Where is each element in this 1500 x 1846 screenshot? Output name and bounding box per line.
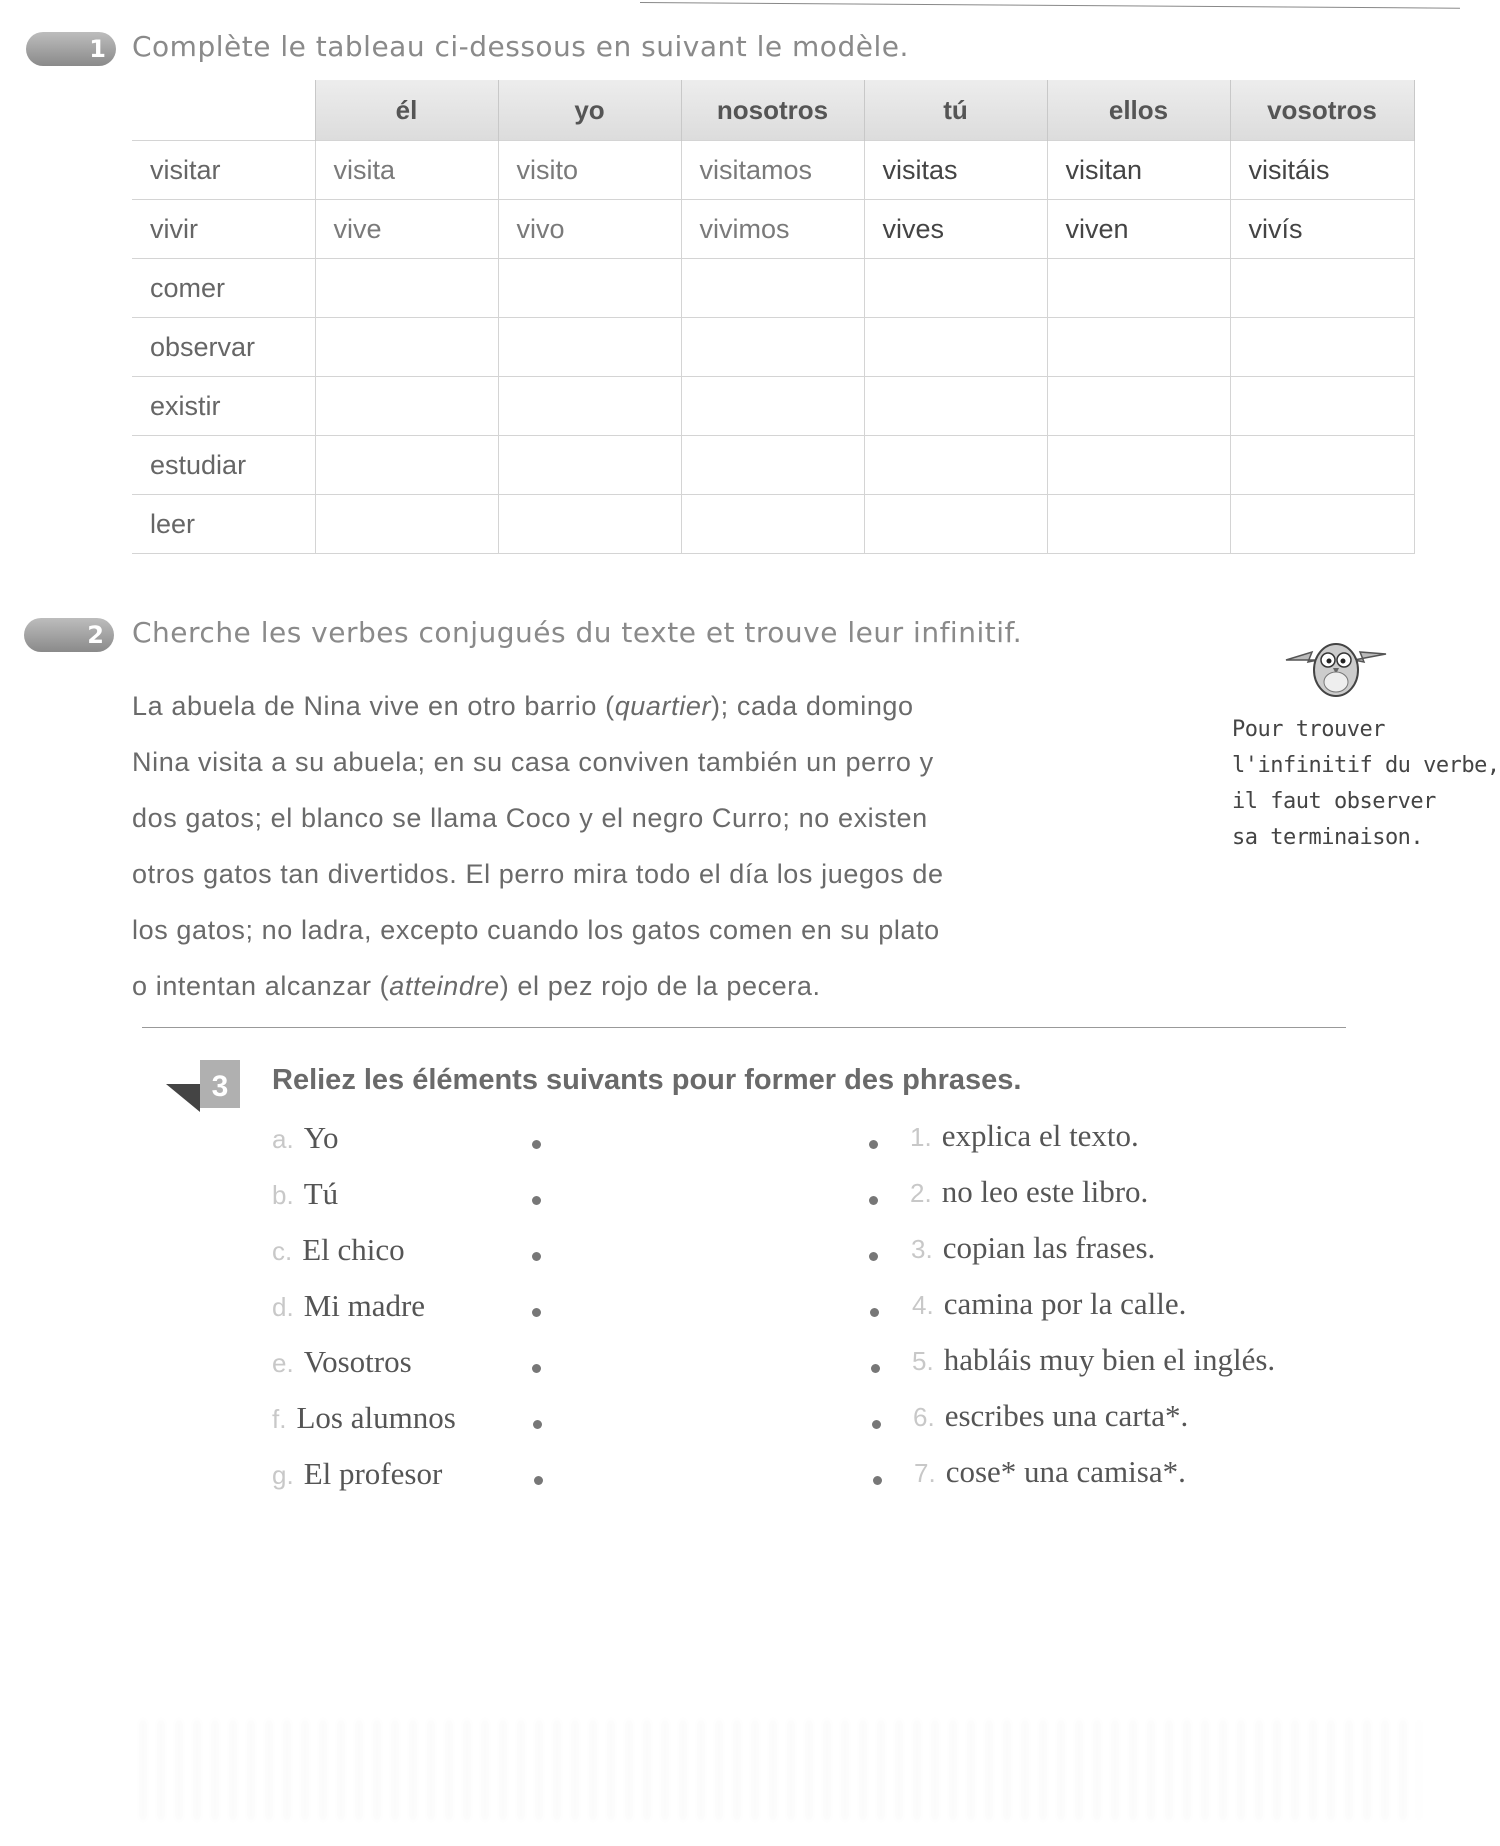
- blank-cell[interactable]: [864, 377, 1047, 436]
- conjugation-table: [132, 80, 1415, 554]
- tip-note: [1232, 712, 1500, 856]
- form-cell: vive: [315, 200, 498, 259]
- table-row: [132, 436, 1414, 495]
- table-header-row: [132, 80, 1414, 141]
- blank-cell[interactable]: [498, 377, 681, 436]
- tip-line: Pour trouver: [1232, 717, 1385, 742]
- table-row: [132, 318, 1414, 377]
- verb-cell: vivir: [132, 200, 315, 259]
- form-cell: vivo: [498, 200, 681, 259]
- subject-connector-dot[interactable]: [532, 1252, 541, 1261]
- passage-line: o intentan alcanzar (atteindre) el pez rojo de la pecera.: [132, 971, 821, 1001]
- blank-cell[interactable]: [864, 318, 1047, 377]
- subject-connector-dot[interactable]: [533, 1420, 542, 1429]
- subject-item: e. Vosotros: [272, 1344, 412, 1379]
- predicate-item: 6. escribes una carta*.: [913, 1398, 1189, 1433]
- table-row: [132, 377, 1414, 436]
- exercise-3-number: 3: [211, 1070, 229, 1103]
- header-ellos: ellos: [1047, 80, 1230, 141]
- blank-cell[interactable]: [864, 259, 1047, 318]
- blank-cell[interactable]: [1230, 436, 1414, 495]
- predicate-item: 3. copian las frases.: [911, 1230, 1156, 1265]
- blank-cell[interactable]: [1230, 318, 1414, 377]
- form-cell: visitáis: [1230, 141, 1414, 200]
- gloss-word: quartier: [614, 691, 712, 721]
- reading-passage: [132, 678, 1032, 1014]
- header-vosotros: vosotros: [1230, 80, 1414, 141]
- tip-line: il faut observer: [1232, 789, 1436, 814]
- form-cell: visita: [315, 141, 498, 200]
- subject-item: f. Los alumnos: [272, 1400, 456, 1435]
- blank-cell[interactable]: [681, 495, 864, 554]
- blank-cell[interactable]: [1047, 259, 1230, 318]
- scan-edge-line: [640, 2, 1460, 9]
- predicate-item: 7. cose* una camisa*.: [914, 1454, 1186, 1489]
- verb-cell: visitar: [132, 141, 315, 200]
- tip-line: sa terminaison.: [1232, 825, 1424, 850]
- subject-connector-dot[interactable]: [532, 1364, 541, 1373]
- header-nosotros: nosotros: [681, 80, 864, 141]
- blank-cell[interactable]: [498, 318, 681, 377]
- tip-line: l'infinitif du verbe,: [1232, 753, 1500, 778]
- predicate-item: 2. no leo este libro.: [910, 1174, 1149, 1209]
- subject-connector-dot[interactable]: [534, 1476, 543, 1485]
- header-corner: [132, 80, 315, 141]
- blank-cell[interactable]: [315, 377, 498, 436]
- blank-cell[interactable]: [681, 436, 864, 495]
- verb-cell: comer: [132, 259, 315, 318]
- verb-cell: observar: [132, 318, 315, 377]
- verb-cell: estudiar: [132, 436, 315, 495]
- blank-cell[interactable]: [1047, 318, 1230, 377]
- table-row: [132, 200, 1414, 259]
- blank-cell[interactable]: [681, 377, 864, 436]
- blank-cell[interactable]: [1230, 495, 1414, 554]
- blank-cell[interactable]: [681, 259, 864, 318]
- verb-cell: existir: [132, 377, 315, 436]
- blank-cell[interactable]: [498, 259, 681, 318]
- header-el: él: [315, 80, 498, 141]
- table-row: [132, 495, 1414, 554]
- blank-cell[interactable]: [498, 495, 681, 554]
- blank-cell[interactable]: [498, 436, 681, 495]
- predicate-connector-dot[interactable]: [870, 1308, 879, 1317]
- bleed-through-smudge: [140, 1720, 1420, 1820]
- predicate-connector-dot[interactable]: [869, 1196, 878, 1205]
- blank-cell[interactable]: [315, 318, 498, 377]
- subject-item: c. El chico: [272, 1232, 405, 1267]
- blank-cell[interactable]: [681, 318, 864, 377]
- table-row: [132, 259, 1414, 318]
- subject-item: g. El profesor: [272, 1456, 443, 1491]
- header-yo: yo: [498, 80, 681, 141]
- exercise-3-instruction: Reliez les éléments suivants pour former des phrases.: [272, 1064, 1022, 1096]
- form-cell: vivimos: [681, 200, 864, 259]
- exercise-1-badge: 1: [26, 32, 116, 66]
- predicate-item: 1. explica el texto.: [910, 1118, 1139, 1153]
- exercise-2-badge: 2: [24, 618, 114, 652]
- exercise-2-instruction: Cherche les verbes conjugués du texte et trouve leur infinitif.: [132, 616, 1023, 649]
- form-cell: visitas: [864, 141, 1047, 200]
- form-cell: vivís: [1230, 200, 1414, 259]
- subject-item: b. Tú: [272, 1176, 339, 1211]
- predicate-connector-dot[interactable]: [869, 1252, 878, 1261]
- blank-cell[interactable]: [315, 259, 498, 318]
- form-cell: visitamos: [681, 141, 864, 200]
- exercise-1-instruction: Complète le tableau ci-dessous en suivant le modèle.: [132, 30, 909, 63]
- header-tu: tú: [864, 80, 1047, 141]
- subject-connector-dot[interactable]: [532, 1140, 541, 1149]
- blank-cell[interactable]: [864, 495, 1047, 554]
- predicate-connector-dot[interactable]: [869, 1140, 878, 1149]
- passage-line: La abuela de Nina vive en otro barrio (quartier); cada domingo: [132, 691, 914, 721]
- passage-line: dos gatos; el blanco se llama Coco y el negro Curro; no existen: [132, 803, 928, 833]
- subject-item: d. Mi madre: [272, 1288, 426, 1323]
- subject-connector-dot[interactable]: [532, 1196, 541, 1205]
- table-row: [132, 141, 1414, 200]
- blank-cell[interactable]: [315, 436, 498, 495]
- passage-line: Nina visita a su abuela; en su casa conviven también un perro y: [132, 747, 934, 777]
- predicate-item: 5. habláis muy bien el inglés.: [912, 1342, 1276, 1377]
- form-cell: visito: [498, 141, 681, 200]
- predicate-connector-dot[interactable]: [873, 1476, 882, 1485]
- passage-line: otros gatos tan divertidos. El perro mira todo el día los juegos de: [132, 859, 944, 889]
- blank-cell[interactable]: [1047, 377, 1230, 436]
- blank-cell[interactable]: [1230, 259, 1414, 318]
- form-cell: viven: [1047, 200, 1230, 259]
- form-cell: vives: [864, 200, 1047, 259]
- blank-cell[interactable]: [1047, 436, 1230, 495]
- verb-cell: leer: [132, 495, 315, 554]
- section-divider: [142, 1027, 1346, 1028]
- blank-cell[interactable]: [1230, 377, 1414, 436]
- form-cell: visitan: [1047, 141, 1230, 200]
- predicate-item: 4. camina por la calle.: [912, 1286, 1187, 1321]
- blank-cell[interactable]: [315, 495, 498, 554]
- predicate-connector-dot[interactable]: [872, 1420, 881, 1429]
- blank-cell[interactable]: [864, 436, 1047, 495]
- owl-icon: [1278, 630, 1394, 706]
- subject-connector-dot[interactable]: [532, 1308, 541, 1317]
- subject-item: a. Yo: [272, 1120, 339, 1155]
- exercise-3-marker: [166, 1060, 242, 1112]
- blank-cell[interactable]: [1047, 495, 1230, 554]
- gloss-word: atteindre: [389, 971, 500, 1001]
- passage-line: los gatos; no ladra, excepto cuando los gatos comen en su plato: [132, 915, 940, 945]
- predicate-connector-dot[interactable]: [871, 1364, 880, 1373]
